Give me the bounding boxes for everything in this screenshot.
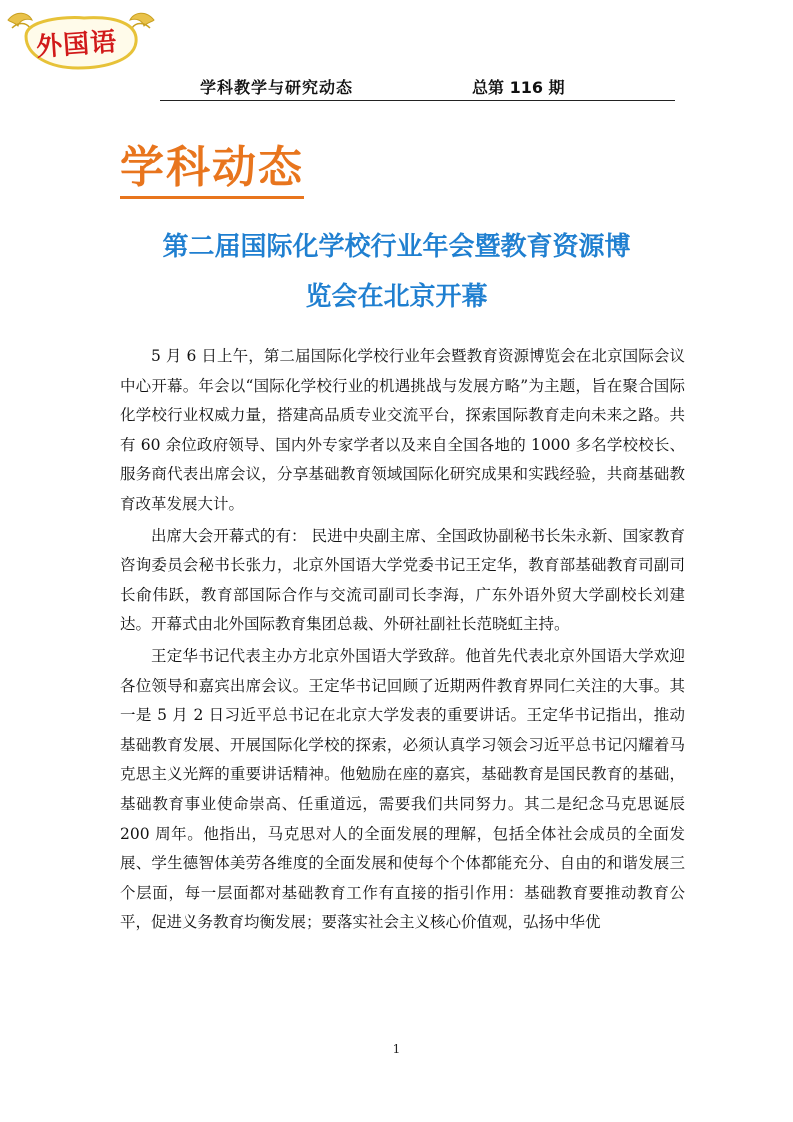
article-title xyxy=(100,222,693,322)
page-header xyxy=(160,70,675,101)
article-title-line-2: 览会在北京开幕 xyxy=(305,282,488,312)
header-issue-number: 总第 116 期 xyxy=(472,78,565,97)
paragraph-1: 5 月 6 日上午，第二届国际化学校行业年会暨教育资源博览会在北京国际会议中心开幕。年会以“国际化学校行业的机遇挑战与发展方略”为主题，旨在聚合国际化学校行业权威力量，搭建高品质专业交流平台，探索国际教育走向未来之路。共有 60 余位政府领导、国内外专家学者以及来自全国各地的 1000 多名学校校长、服务商代表出席会议，分享基础教育领域国际化研究成果和实践经验，共商基础教育改革发展大计。 xyxy=(120,347,685,513)
article-body xyxy=(120,342,685,938)
section-title: 学科动态 xyxy=(120,140,304,199)
paragraph-3: 王定华书记代表主办方北京外国语大学致辞。他首先代表北京外国语大学欢迎各位领导和嘉宾出席会议。王定华书记回顾了近期两件教育界同仁关注的大事。其一是 5 月 2 日习近平总书记在北京大学发表的重要讲话。王定华书记指出，推动基础教育发展、开展国际化学校的探索，必须认真学习领会习近平总书记闪耀着马克思主义光辉的重要讲话精神。他勉励在座的嘉宾，基础教育是国民教育的基础，基础教育事业使命崇高、任重道远，需要我们共同努力。其二是纪念马克思诞辰 200 周年。他指出，马克思对人的全面发展的理解，包括全体社会成员的全面发展、学生德智体美劳各维度的全面发展和使每个个体都能充分、自由的和谐发展三个层面，每一层面都对基础教育工作有直接的指引作用：基础教育要推动教育公平，促进义务教育均衡发展；要落实社会主义核心价值观，弘扬中华优 xyxy=(120,646,685,932)
header-publication-title: 学科教学与研究动态 xyxy=(200,78,354,97)
logo-text: 外国语 xyxy=(35,27,119,63)
paragraph-2: 出席大会开幕式的有： 民进中央副主席、全国政协副秘书长朱永新、国家教育咨询委员会秘书长张力，北京外国语大学党委书记王定华，教育部基础教育司副司长俞伟跃，教育部国际合作与交流司副司长李海，广东外语外贸大学副校长刘建达。开幕式由北外国际教育集团总裁、外研社副社长范晓虹主持。 xyxy=(120,526,685,634)
article-title-line-1: 第二届国际化学校行业年会暨教育资源博 xyxy=(162,232,631,262)
logo xyxy=(6,6,156,78)
page-number: 1 xyxy=(392,1042,401,1056)
